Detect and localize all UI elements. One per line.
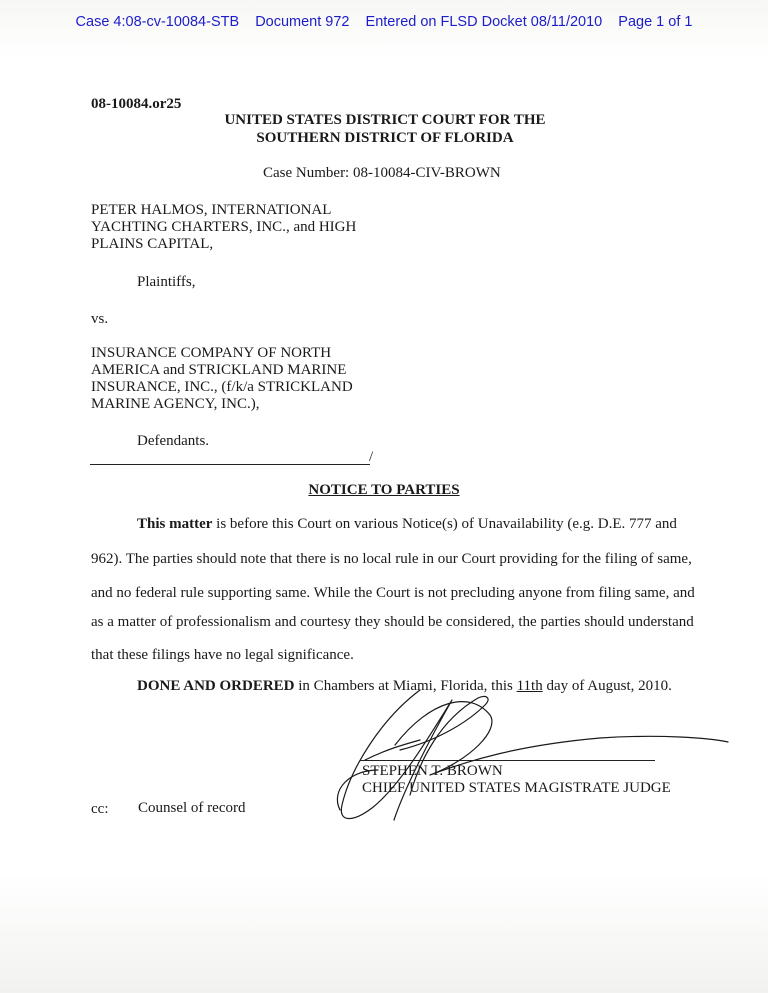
body-line-1-text: is before this Court on various Notice(s) of Unavailability (e.g. D.E. 777 and [212, 516, 677, 532]
notice-title: NOTICE TO PARTIES [308, 482, 460, 498]
header-document: Document 972 [255, 14, 350, 30]
done-tail: day of August, 2010. [542, 678, 672, 694]
plaintiffs-line: YACHTING CHARTERS, INC., and HIGH [91, 219, 357, 235]
header-entered: Entered on FLSD Docket 08/11/2010 [365, 14, 603, 30]
body-line-2: 962). The parties should note that there is no local rule in our Court providing for the filing of same, [91, 551, 692, 567]
defendants-line: INSURANCE, INC., (f/k/a STRICKLAND [91, 379, 353, 395]
defendants-line: INSURANCE COMPANY OF NORTH [91, 345, 332, 361]
caption-rule [90, 464, 370, 465]
done-text: in Chambers at Miami, Florida, this [294, 678, 517, 694]
body-line-1 [137, 516, 697, 533]
defendants-line: MARINE AGENCY, INC.), [91, 396, 260, 412]
defendants-role: Defendants. [137, 433, 210, 449]
court-name-line2: SOUTHERN DISTRICT OF FLORIDA [256, 130, 514, 146]
plaintiffs-line: PETER HALMOS, INTERNATIONAL [91, 202, 332, 218]
plaintiffs-line: PLAINS CAPITAL, [91, 236, 214, 252]
judge-title: CHIEF UNITED STATES MAGISTRATE JUDGE [362, 780, 671, 796]
caption-end-slash: / [369, 449, 374, 465]
body-lead: This matter [137, 516, 213, 532]
cc-value: Counsel of record [138, 800, 246, 816]
done-bold: DONE AND ORDERED [137, 678, 295, 694]
document-code: 08-10084.or25 [91, 96, 182, 112]
done-day: 11th [516, 678, 543, 694]
case-number: Case Number: 08-10084-CIV-BROWN [263, 165, 501, 181]
court-name-line1: UNITED STATES DISTRICT COURT FOR THE [224, 112, 546, 128]
body-line-5: that these filings have no legal significance. [91, 647, 354, 663]
docket-header [0, 14, 768, 30]
plaintiffs-role: Plaintiffs, [137, 274, 196, 290]
versus: vs. [91, 311, 109, 327]
header-page: Page 1 of 1 [618, 14, 693, 30]
defendants-line: AMERICA and STRICKLAND MARINE [91, 362, 347, 378]
done-and-ordered [137, 678, 697, 695]
body-line-4: as a matter of professionalism and courtesy they should be considered, the parties should understand [91, 614, 694, 630]
header-case: Case 4:08-cv-10084-STB [75, 14, 240, 30]
judge-name: STEPHEN T. BROWN [362, 763, 503, 779]
signature-rule [360, 760, 655, 761]
body-line-3: and no federal rule supporting same. While the Court is not precluding anyone from filing same, and [91, 585, 695, 601]
cc-label: cc: [91, 801, 109, 817]
